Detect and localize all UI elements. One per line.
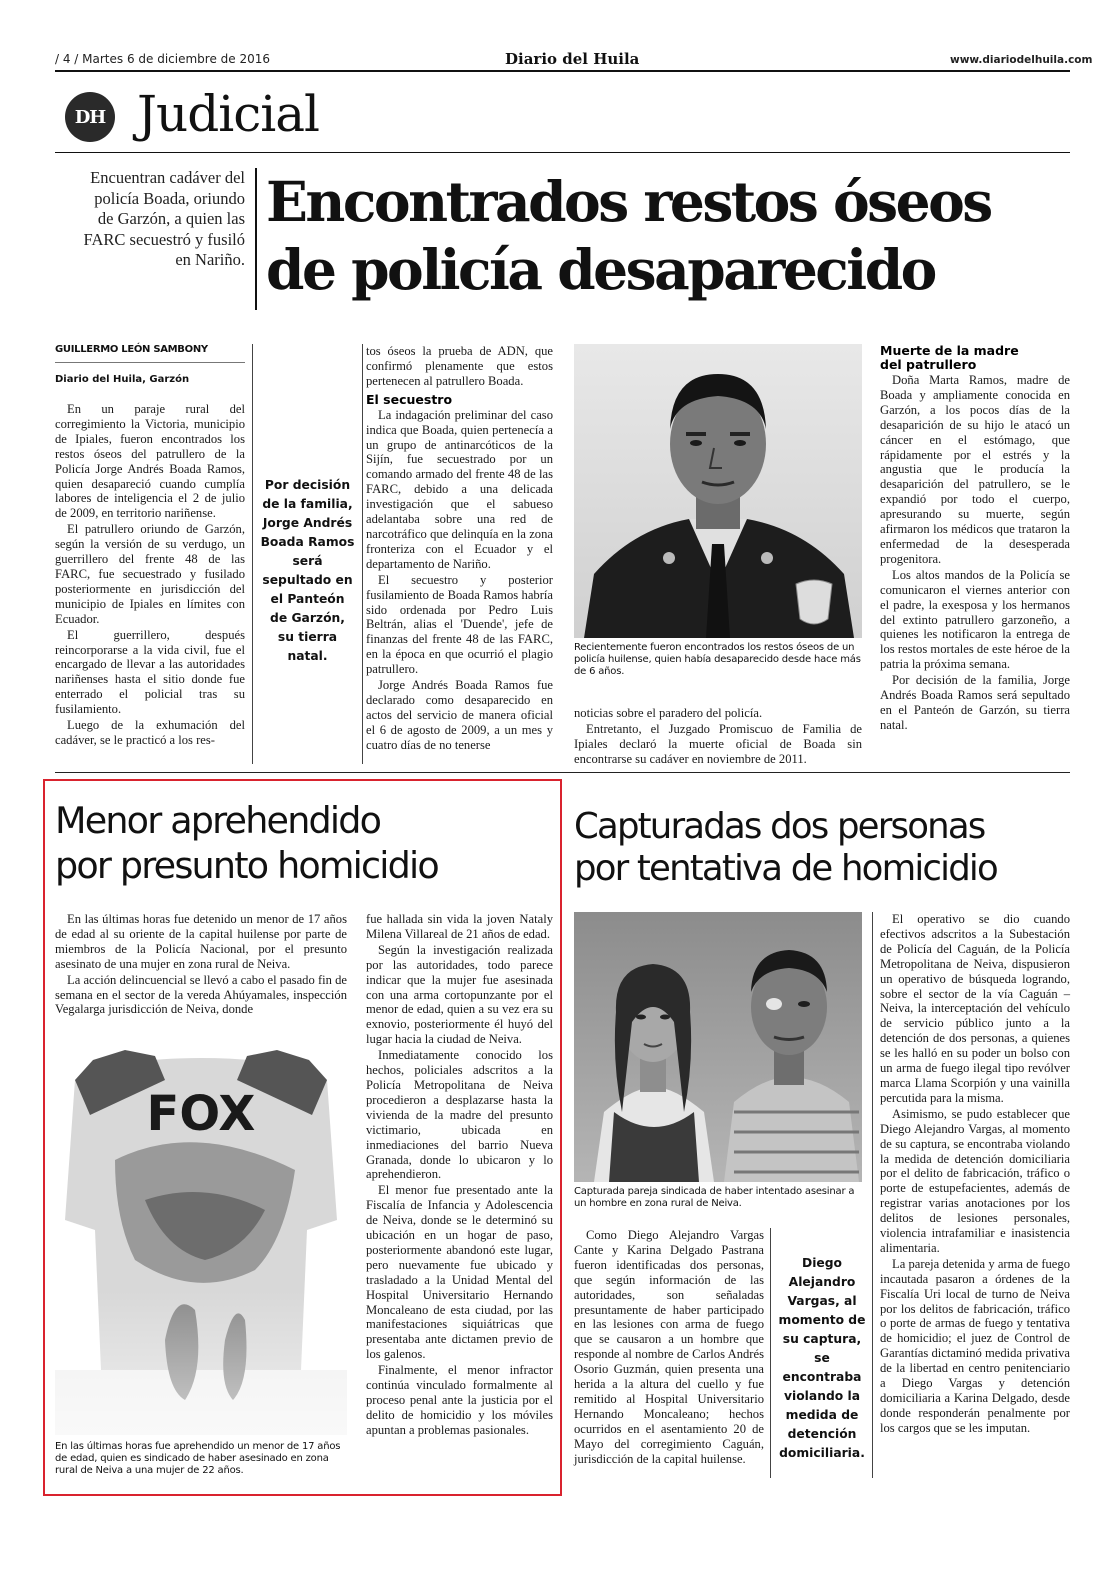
article2-headline-line2: por presunto homicidio [55,844,438,887]
article1-col2 [366,344,553,754]
paragraph: Como Diego Alejandro Vargas Cante y Karina Delgado Pastrana fueron identificadas dos personas, que según información de las autoridades, son señaladas presuntamente de haber participado en las lesiones con arma de fuego que se causaron a un hombre que responde al nombre de Carlos Andrés Osorio Guzmán, quien presenta una herida a la altura del cuello y fue remitido al Hospital Universitario Hernando Moncaleano; hechos ocurridos en el asentamiento 20 de Mayo del corregimiento Caguán, jurisdicción de la capital huilense. [574,1228,764,1466]
article3-col1 [574,1228,764,1468]
section-title: Judicial [137,85,320,143]
paragraph: En un paraje rural del corregimiento la Victoria, municipio de Ipiales, fueron encontrados los restos óseos del patrullero de la Policía Jorge Andrés Boada Ramos, quien desapareció cuando cumplía labores de inteligencia el 2 de julio de 2009, en territorio nariñense. [55,402,245,521]
article2-col2 [366,912,553,1439]
paragraph: fue hallada sin vida la joven Nataly Milena Villareal de 21 años de edad. [366,912,553,941]
captured-couple-image [574,912,862,1182]
subhead-line2: del patrullero [880,357,977,372]
article1-headline [266,168,1066,304]
article1-author: GUILLERMO LEÓN SAMBONY [55,344,208,355]
police-photo-caption: Recientemente fueron encontrados los restos óseos de un policía huilense, quien había desaparecido desde hace más de 6 años. [574,642,861,677]
dh-logo-text: DH [74,106,106,128]
article1-col1 [55,402,245,749]
paragraph: Doña Marta Ramos, madre de Boada y ampliamente conocida en Garzón, a los pocos días de la desaparición de su hijo le atacó un cáncer en el estómago, que rápidamente por el estrés y la angustia que le producía la desaparición del patrullero, se le expandió por todo el cuerpo, apresurando su muerte, según afirmaron los médicos que trataron la enfermedad de la desesperada progenitora. [880,373,1070,566]
police-officer-photo [574,344,862,638]
col-divider [872,912,873,1478]
paragraph: Finalmente, el menor infractor continúa vinculado formalmente al proceso penal ante la justicia por el delito de homicidio y los móviles apuntan a problemas pasionales. [366,1363,553,1437]
paragraph: tos óseos la prueba de ADN, que confirmó plenamente que estos pertenecen al patrullero Boada. [366,344,553,388]
article2-headline-line1: Menor aprehendido [55,799,381,842]
article1-col4 [880,344,1070,734]
article3-headline-line2: por tentativa de homicidio [574,848,997,889]
paragraph: Entretanto, el Juzgado Promiscuo de Familia de Ipiales declaró la muerte oficial de Boada sin encontrarse su cadáver en noviembre de 2011. [574,721,862,766]
shirt-logo-text: FOX [146,1086,256,1142]
paragraph: La acción delincuencial se llevó a cabo el pasado fin de semana en el sector de la vereda Ahúyamales, inspección Vegalarga jurisdicción de Neiva, donde [55,972,347,1017]
col-divider [362,344,363,764]
paragraph: La indagación preliminar del caso indica que Boada, quien pertenecía a un grupo de antinarcóticos de la Sijín, fue secuestrado por un comando armado del frente 48 de las FARC, debido a una delicada investigación que el sabueso adelantaba sobre una red de narcotráfico que delinquía en la zona fronteriza con el Ecuador y el departamento de Nariño. [366,407,553,571]
subhead-line1: Muerte de la madre [880,343,1019,358]
paragraph: Por decisión de la familia, Jorge Andrés Boada Ramos será sepultado en el Panteón de Garzón, su tierra natal. [880,673,1070,732]
police-officer-portrait [574,344,862,638]
dh-logo [65,92,115,142]
article2-intro [55,912,347,1018]
article1-deck: Encuentran cadáver del policía Boada, oriundo de Garzón, a quien las FARC secuestró y fusiló en Nariño. [83,168,245,269]
masthead: Diario del Huila [505,50,640,68]
paragraph: El menor fue presentado ante la Fiscalía de Infancia y Adolescencia de Neiva, donde se le determinó su ubicación en un hogar de paso, posteriormente abandonó este lugar, pero nuevamente fue ubicado y trasladado a la Unidad Mental del Hospital Universitario Hernando Moncaleano de esta ciudad, por las manifestaciones siquiátricas que presentaba ante dictamen previo de los galenos. [366,1183,553,1362]
paragraph: Asimismo, se pudo establecer que Diego Alejandro Vargas, al momento de su captura, se encontraba violando la medida de detención domiciliaria por el delito de fabricación, tráfico o porte de estupefacientes, además de registrar varias anotaciones por los delitos de lesiones personales, violencia intrafamiliar e inasistencia alimentaria. [880,1106,1070,1255]
header-rule [55,70,1070,72]
couple-photo-caption: Capturada pareja sindicada de haber intentado asesinar a un hombre en zona rural de Neiva. [574,1186,855,1209]
paragraph: Jorge Andrés Boada Ramos fue declarado como desaparecido en actos del servicio de manera oficial el 6 de agosto de 2009, a un mes y cuatro días de no tenerse [366,678,553,752]
article3-headline-line1: Capturadas dos personas [574,806,985,847]
article1-pull-quote: Por decisión de la familia, Jorge Andrés Boada Ramos será sepultado en el Panteón de Garzón, su tierra natal. [260,478,355,663]
deck-divider [255,168,257,310]
paragraph: Inmediatamente conocido los hechos, policiales adscritos a la Policía Metropolitana de Neiva procedieron a desplazarse hasta la vivienda de la madre del presunto victimario, ubicada en inmediaciones del barrio Nueva Granada, donde lo ubicaron y lo aprehendieron. [366,1048,553,1182]
article3-headline [574,806,1074,890]
paragraph: noticias sobre el paradero del policía. [574,706,763,720]
page-date-line: / 4 / Martes 6 de diciembre de 2016 [55,52,271,66]
suspect-photo-caption: En las últimas horas fue aprehendido un menor de 17 años de edad, quien es sindicado de haber asesinado en zona rural de Neiva a una mujer de 22 años. [55,1441,341,1476]
author-rule [55,362,245,363]
suspect-shirt-image [55,1040,347,1435]
website-url: www.diariodelhuila.com [950,54,1093,66]
section-rule [55,152,1070,153]
subhead-el-secuestro: El secuestro [366,391,453,407]
paragraph: El patrullero oriundo de Garzón, según la versión de su verdugo, un guerrillero del frente 48 de las FARC, fue secuestrado y fusilado posteriormente en jurisdicción del municipio de Ipiales en límites con Ecuador. [55,522,245,626]
paragraph: El secuestro y posterior fusilamiento de Boada Ramos habría sido ordenada por Pedro Luis Beltrán, alias el 'Duende', jefe de finanzas del frente 48 de las FARC, en la época en que ocurrió el plagio patrullero. [366,572,553,677]
subhead-muerte-madre [880,344,1070,372]
article1-col3 [574,706,862,768]
article3-col3 [880,912,1070,1437]
article3-pull-quote: Diego Alejandro Vargas, al momento de su captura, se encontraba violando la medida de detención domiciliaria. [778,1256,866,1460]
paragraph: Los altos mandos de la Policía se comunicaron el viernes anterior con el padre, la exesposa y los hermanos del extinto patrullero garzoneño, a quienes les notificaron la entrega de los restos mortales de este héroe de la patria la próxima semana. [880,567,1070,672]
paragraph: El operativo se dio cuando efectivos adscritos a la Subestación de Policía del Caguán, de la Policía Metropolitana de Neiva, dispusieron un operativo de búsqueda logrando, sobre el sector de la vía Caguán – Neiva, la interceptación del vehículo de servicio público junto a la detención de dos personas, a quienes se les halló en su poder un bolso con un arma de fuego ilegal tipo revólver marca Llama Scorpión y una vainilla percutida para la misma. [880,912,1070,1105]
paragraph: En las últimas horas fue detenido un menor de 17 años de edad al su oriente de la capital huilense por parte de miembros de la Policía Nacional, por el presunto asesinato de una mujer en zona rural de Neiva. [55,912,347,971]
captured-couple-photo [574,912,862,1182]
article1-source: Diario del Huila, Garzón [55,374,190,385]
paragraph: El guerrillero, después reincorporarse a la vida civil, fue el encargado de llevar a las autoridades nariñenses hasta el sitio donde fue enterrado el policial tras su fusilamiento. [55,627,245,717]
article1-headline-line2: de policía desaparecido [266,237,935,302]
article1-headline-line1: Encontrados restos óseos [266,169,991,234]
paragraph: La pareja detenida y arma de fuego incautada pasaron a órdenes de la Fiscalía Uri local de turno de Neiva por los delitos de fabricación, tráfico o porte de armas de fuego y tentativa de homicidio; el juez de Control de Garantías dictaminó medida privativa de la libertad en centro penitenciario a Diego Vargas y detención domiciliaria a Karina Delgado, desde donde responderán penalmente por los cargos que se les imputan. [880,1256,1070,1435]
section-separator [55,772,1070,773]
suspect-photo [55,1040,347,1435]
col-divider [770,1228,771,1478]
paragraph: Según la investigación realizada por las autoridades, todo parece indicar que la mujer fue asesinada con una arma cortopunzante por el menor de edad, quien a su vez era su exnovio, posteriormente él huyó del lugar hacia la ciudad de Neiva. [366,942,553,1047]
col-divider [252,344,253,764]
paragraph: Luego de la exhumación del cadáver, se le practicó a los res- [55,718,245,747]
article2-headline [55,798,560,888]
